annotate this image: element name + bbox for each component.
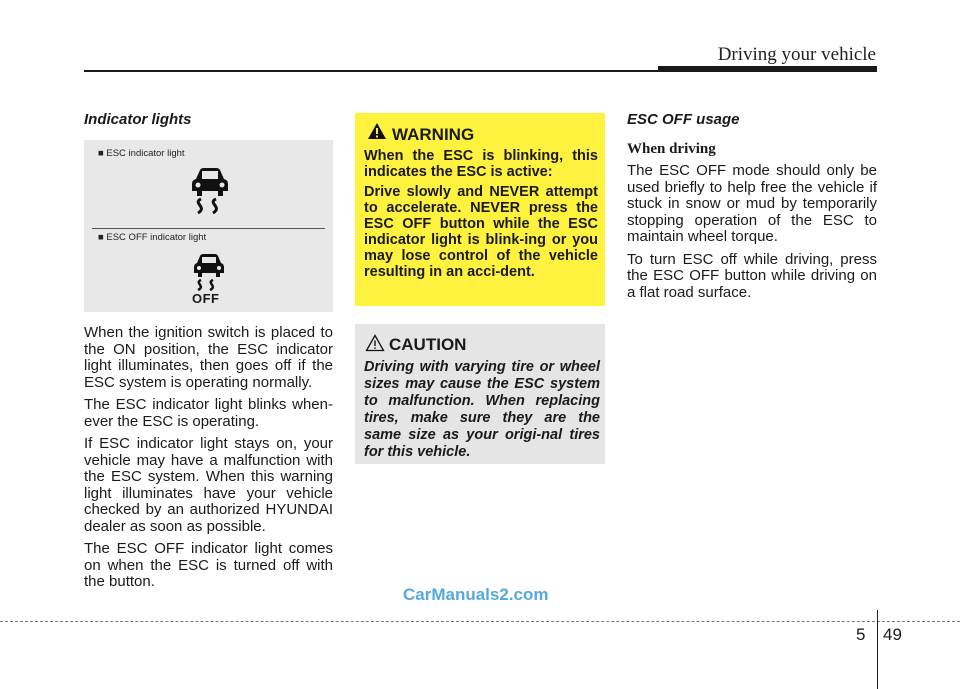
chapter-number: 5 (856, 625, 866, 644)
section-heading-esc-off-usage: ESC OFF usage (627, 111, 740, 128)
caution-triangle-icon (365, 334, 385, 352)
paragraph: If ESC indicator light stays on, your vehicle may have a malfunction with the ESC system. When this warning light illuminates have your vehicle checked by an authorized HYUNDAI dealer as soon as possible. (84, 435, 333, 535)
section-heading-indicator-lights: Indicator lights (84, 111, 192, 128)
subheading-when-driving: When driving (627, 140, 716, 157)
warning-paragraph-2: Drive slowly and NEVER attempt to accelerate. NEVER press the ESC OFF button while the ESC indicator light is blink-ing or you may lose control of the vehicle resulting in an acci-dent. (364, 184, 598, 280)
caption-esc-off-indicator: ■ ESC OFF indicator light (98, 232, 207, 243)
footer-page-divider (877, 610, 878, 689)
watermark-link[interactable]: CarManuals2.com (403, 585, 549, 604)
paragraph: The ESC OFF indicator light comes on when the ESC is turned off with the button. (84, 540, 333, 590)
off-label: OFF (192, 291, 220, 306)
left-column-heading-wrap (84, 112, 333, 141)
paragraph: The ESC indicator light blinks when-ever the ESC is operating. (84, 396, 333, 430)
right-column (627, 112, 877, 307)
paragraph: To turn ESC off while driving, press the ESC OFF button while driving on a flat road surface. (627, 250, 877, 301)
paragraph: The ESC OFF mode should only be used briefly to help free the vehicle if stuck in snow or mud by temporarily stopping operation of the ESC to maintain wheel torque. (627, 162, 877, 245)
header-rule-accent (658, 66, 877, 72)
indicator-illustration-box (84, 140, 333, 312)
caution-title: CAUTION (389, 335, 467, 354)
page-number: 49 (883, 625, 902, 644)
caption-esc-indicator: ■ ESC indicator light (98, 148, 185, 159)
caution-text: Driving with varying tire or wheel sizes may cause the ESC system to malfunction. When replacing tires, make sure they are the same size as your origi-nal tires for this vehicle. (364, 359, 600, 460)
warning-paragraph-1: When the ESC is blinking, this indicates the ESC is active: (364, 148, 598, 180)
left-column-body (84, 325, 333, 597)
indicator-divider (92, 228, 325, 229)
esc-indicator-icon (187, 166, 233, 220)
footer-dashed-rule (0, 621, 960, 622)
warning-text (364, 148, 598, 284)
paragraph: When the ignition switch is placed to the ON position, the ESC indicator light illuminates, then goes off if the ESC system is operating normally. (84, 324, 333, 391)
warning-triangle-icon (367, 122, 387, 140)
warning-title: WARNING (392, 125, 475, 144)
header-title: Driving your vehicle (717, 44, 876, 65)
